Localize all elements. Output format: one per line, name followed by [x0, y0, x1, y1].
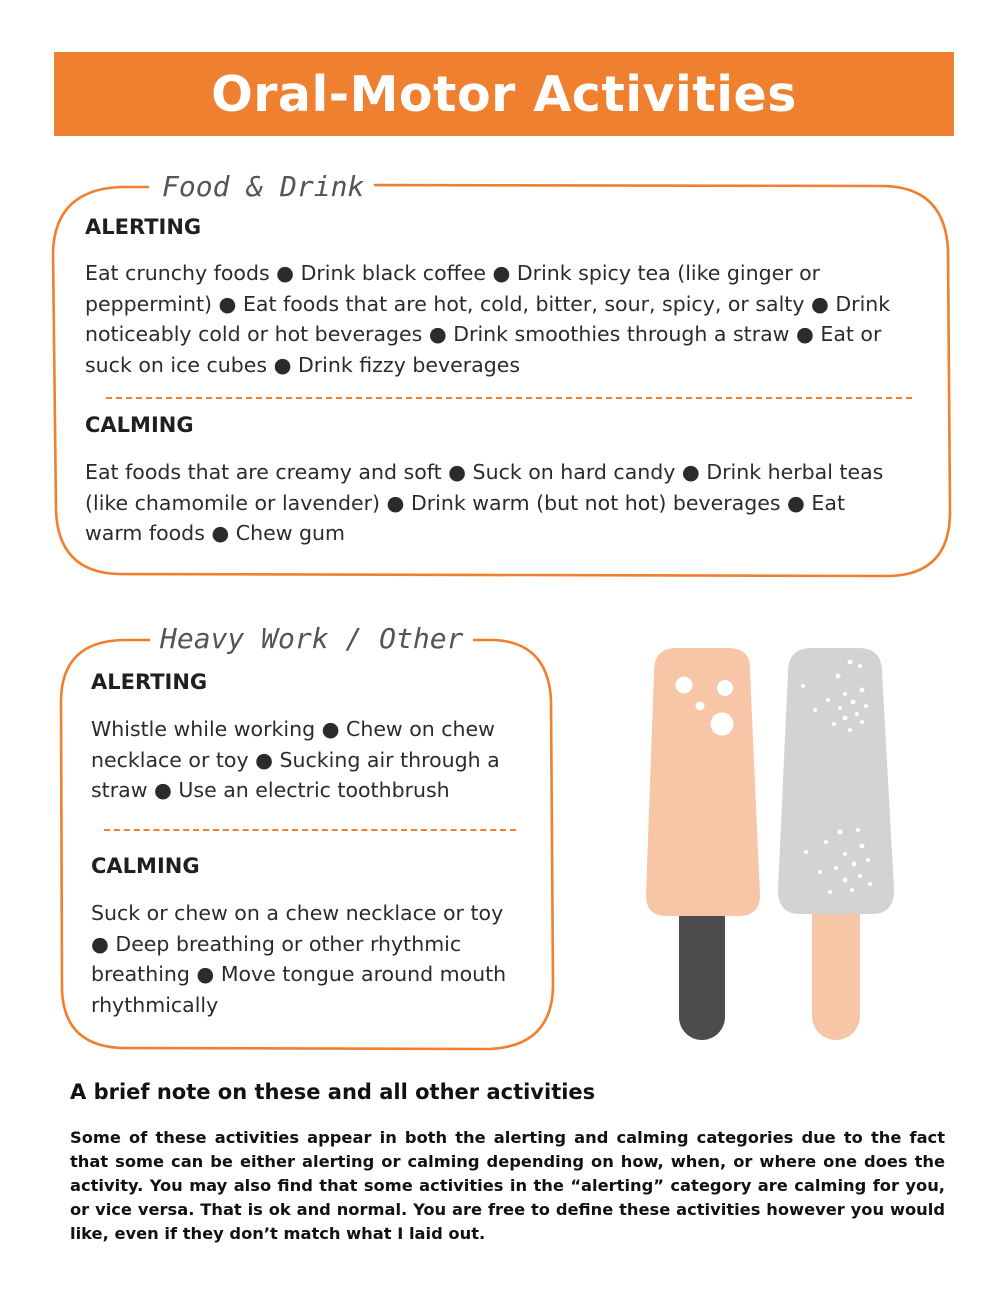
section-divider [106, 397, 912, 399]
page-title: Oral-Motor Activities [211, 65, 797, 123]
food-drink-section-title: Food & Drink [152, 170, 374, 204]
note-body: Some of these activities appear in both the alerting and calming categories due to the fact that some can be either alerting or calming depending on how, when, or where one does the activity. You may also find that some activities in the “alerting” category are calming for you, or vice versa. That is ok and normal. You are free to define these activities however you would like, even if they don’t match what I laid out. [70, 1128, 945, 1243]
food-drink-calming-heading: CALMING [85, 413, 194, 437]
food-drink-calming-text: Eat foods that are creamy and soft ● Suck on hard candy ● Drink herbal teas (like chamomile or lavender) ● Drink warm (but not hot) beverages ● Eat warm foods ● Chew gum [85, 460, 884, 545]
heavy-work-calming-heading: CALMING [91, 854, 200, 878]
food-drink-alerting-heading: ALERTING [85, 215, 202, 239]
section-divider [104, 829, 516, 831]
bubble [676, 677, 693, 694]
heavy-work-alerting-text: Whistle while working ● Chew on chew necklace or toy ● Sucking air through a straw ● Use an electric toothbrush [91, 717, 500, 802]
heavy-work-alerting-heading: ALERTING [91, 670, 208, 694]
popsicle-illustration [646, 648, 894, 1040]
note-heading: A brief note on these and all other activities [70, 1080, 596, 1104]
food-drink-alerting-text: Eat crunchy foods ● Drink black coffee ● Drink spicy tea (like ginger or peppermint) ● Eat foods that are hot, cold, bitter, sour, spicy, or salty ● Drink noticeably cold or hot beverages ● Drink smoothies through a straw ● Eat or suck on ice cubes ● Drink fizzy beverages [85, 261, 891, 377]
bubble [711, 713, 734, 736]
heavy-work-calming-text: Suck or chew on a chew necklace or toy ● Deep breathing or other rhythmic breathing ● Move tongue around mouth rhythmically [91, 901, 507, 1017]
bubble [696, 702, 705, 711]
gray-popsicle [778, 648, 894, 1040]
bubble [717, 680, 733, 696]
peach-popsicle [646, 648, 760, 1040]
heavy-work-section-title: Heavy Work / Other [150, 622, 473, 656]
peach-popsicle-body [646, 648, 760, 916]
gray-popsicle-body [778, 648, 894, 914]
